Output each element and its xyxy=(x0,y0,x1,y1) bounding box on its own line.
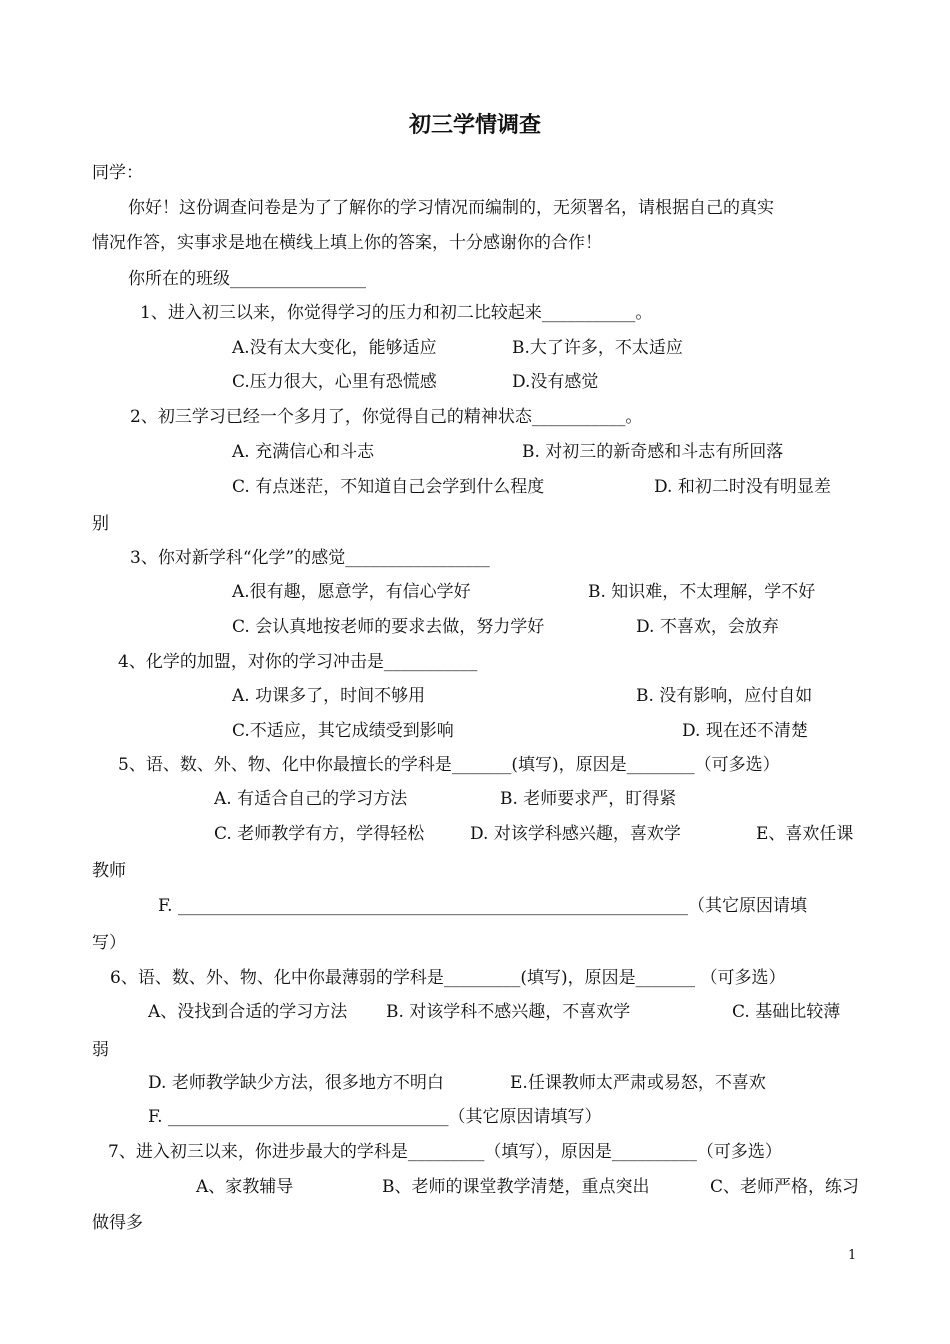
q7-option-c-continued: 做得多 xyxy=(92,1213,143,1233)
q5-option-f-continued: 写） xyxy=(92,933,126,953)
class-line: 你所在的班级________________ xyxy=(128,269,366,289)
q4-option-a: A. 功课多了，时间不够用 xyxy=(232,686,426,706)
q4-option-c: C.不适应，其它成绩受到影响 xyxy=(232,721,454,741)
question-3: 3、你对新学科“化学”的感觉_________________ xyxy=(130,548,490,568)
q2-option-d: D. 和初二时没有明显差 xyxy=(654,477,831,497)
q1-option-c: C.压力很大，心里有恐慌感 xyxy=(232,372,437,392)
q6-option-f: F. _________________________________（其它原因请填写） xyxy=(148,1107,602,1127)
q5-option-a: A. 有适合自己的学习方法 xyxy=(214,789,408,809)
question-6: 6、语、数、外、物、化中你最薄弱的学科是_________(填写)，原因是_______ （可多选） xyxy=(110,968,786,988)
question-4: 4、化学的加盟，对你的学习冲击是___________ xyxy=(118,652,478,672)
q7-option-c: C、老师严格，练习 xyxy=(710,1177,860,1197)
q5-option-f: F. ____________________________________________________________（其它原因请填 xyxy=(158,896,807,916)
q7-option-b: B、老师的课堂教学清楚，重点突出 xyxy=(382,1177,650,1197)
q2-option-c: C. 有点迷茫，不知道自己会学到什么程度 xyxy=(232,477,545,497)
q3-option-b: B. 知识难，不太理解，学不好 xyxy=(588,582,816,602)
q5-option-d: D. 对该学科感兴趣，喜欢学 xyxy=(470,824,681,844)
q6-option-b: B. 对该学科不感兴趣，不喜欢学 xyxy=(386,1002,631,1022)
q4-option-b: B. 没有影响，应付自如 xyxy=(636,686,813,706)
question-1: 1、进入初三以来，你觉得学习的压力和初二比较起来___________。 xyxy=(140,303,653,323)
q6-option-e: E.任课教师太严肃或易怒，不喜欢 xyxy=(510,1073,766,1093)
intro-line-1: 你好！这份调查问卷是为了了解你的学习情况而编制的，无须署名，请根据自己的真实 xyxy=(128,198,774,218)
q3-option-d: D. 不喜欢，会放弃 xyxy=(636,617,779,637)
q2-option-d-continued: 别 xyxy=(92,514,109,534)
q5-option-b: B. 老师要求严，盯得紧 xyxy=(500,789,677,809)
q5-option-c: C. 老师教学有方，学得轻松 xyxy=(214,824,425,844)
document-title: 初三学情调查 xyxy=(408,112,541,138)
q6-option-c-continued: 弱 xyxy=(92,1040,109,1060)
q5-option-e-continued: 教师 xyxy=(92,861,126,881)
q5-option-e: E、喜欢任课 xyxy=(756,824,854,844)
q3-option-a: A.很有趣，愿意学，有信心学好 xyxy=(232,582,471,602)
q2-option-a: A. 充满信心和斗志 xyxy=(232,442,375,462)
q6-option-d: D. 老师教学缺少方法，很多地方不明白 xyxy=(148,1073,444,1093)
question-2: 2、初三学习已经一个多月了，你觉得自己的精神状态___________。 xyxy=(130,407,643,427)
intro-line-2: 情况作答，实事求是地在横线上填上你的答案，十分感谢你的合作！ xyxy=(92,233,602,253)
q6-option-c: C. 基础比较薄 xyxy=(732,1002,841,1022)
q1-option-d: D.没有感觉 xyxy=(512,372,599,392)
q4-option-d: D. 现在还不清楚 xyxy=(682,721,808,741)
q3-option-c: C. 会认真地按老师的要求去做，努力学好 xyxy=(232,617,545,637)
q6-option-a: A、没找到合适的学习方法 xyxy=(148,1002,348,1022)
q1-option-b: B.大了许多，不太适应 xyxy=(512,338,683,358)
q1-option-a: A.没有太大变化，能够适应 xyxy=(232,338,437,358)
q7-option-a: A、家教辅导 xyxy=(196,1177,294,1197)
question-5: 5、语、数、外、物、化中你最擅长的学科是_______(填写)，原因是________（可多选） xyxy=(118,755,780,775)
q2-option-b: B. 对初三的新奇感和斗志有所回落 xyxy=(522,442,784,462)
page-number: 1 xyxy=(848,1248,857,1263)
question-7: 7、进入初三以来，你进步最大的学科是_________（填写），原因是__________（可多选） xyxy=(108,1142,782,1162)
salutation: 同学： xyxy=(92,163,143,183)
